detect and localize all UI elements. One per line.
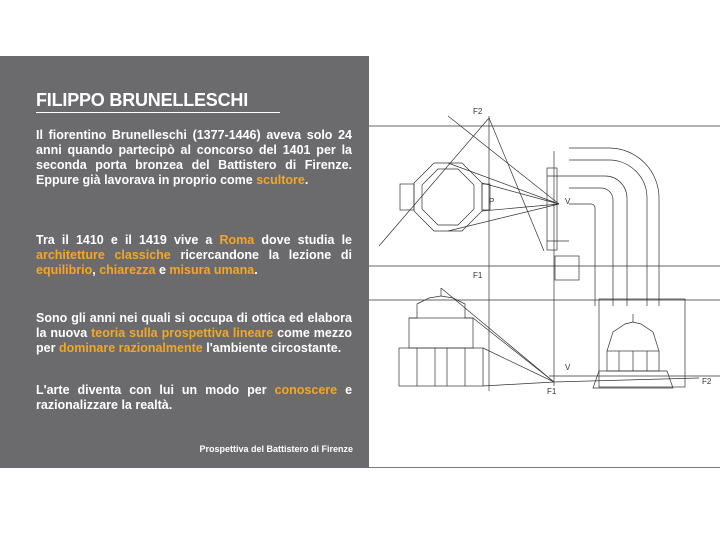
- p2-text-d: ,: [92, 263, 96, 277]
- p2-text-a: Tra il 1410 e il 1419 vive a: [36, 233, 213, 247]
- highlight-equilibrio: equilibrio: [36, 263, 93, 277]
- p2-end: .: [254, 263, 258, 277]
- p1-end: .: [304, 173, 309, 187]
- p4-text-b: e razionalizzare la realtà.: [36, 383, 353, 412]
- p2-text-c: ricercandone la lezione di: [180, 248, 352, 262]
- highlight-roma: Roma: [219, 233, 255, 247]
- label-f2-top: F2: [473, 107, 483, 116]
- figure-caption: Prospettiva del Battistero di Firenze: [199, 444, 353, 454]
- highlight-misura-umana: misura umana: [169, 263, 255, 277]
- paragraph-4: [36, 383, 352, 413]
- perspective-drawing: [369, 56, 720, 468]
- p1-text: Il fiorentino Brunelleschi (1377-1446) aveva solo 24 anni quando partecipò al concorso del 1401 per la seconda porta bronzea del Battistero di Firenze. Eppure già lavorava in proprio come: [36, 128, 352, 187]
- text-panel: [0, 56, 369, 468]
- p3-text-a: Sono gli anni nei quali si occupa di ottica ed elabora la nuova: [36, 311, 352, 340]
- label-f2-right: F2: [702, 377, 712, 386]
- highlight-dominare: dominare razionalmente: [58, 341, 203, 355]
- highlight-architetture: architetture classiche: [36, 248, 171, 262]
- p4-text-a: L'arte diventa con lui un modo per: [36, 383, 267, 397]
- p3-text-b: come mezzo per: [36, 326, 352, 355]
- label-p: P: [489, 197, 495, 206]
- highlight-scultore: scultore: [256, 173, 305, 187]
- title-underline: [36, 112, 280, 113]
- paragraph-2: [36, 233, 352, 278]
- bottom-divider: [369, 467, 720, 468]
- label-f1-bottom: F1: [547, 387, 557, 396]
- paragraph-3: [36, 311, 352, 356]
- paragraph-1: [36, 128, 352, 188]
- highlight-teoria: teoria sulla prospettiva lineare: [91, 326, 274, 340]
- slide-title: FILIPPO BRUNELLESCHI: [36, 90, 249, 110]
- p2-text-e: e: [158, 263, 166, 277]
- label-f1-mid: F1: [473, 271, 483, 280]
- highlight-conoscere: conoscere: [274, 383, 338, 397]
- label-v-bottom: V: [565, 363, 571, 372]
- highlight-chiarezza: chiarezza: [99, 263, 156, 277]
- p2-text-b: dove studia le: [261, 233, 352, 247]
- label-v-top: V: [565, 197, 571, 206]
- p3-text-c: l'ambiente circostante.: [206, 341, 342, 355]
